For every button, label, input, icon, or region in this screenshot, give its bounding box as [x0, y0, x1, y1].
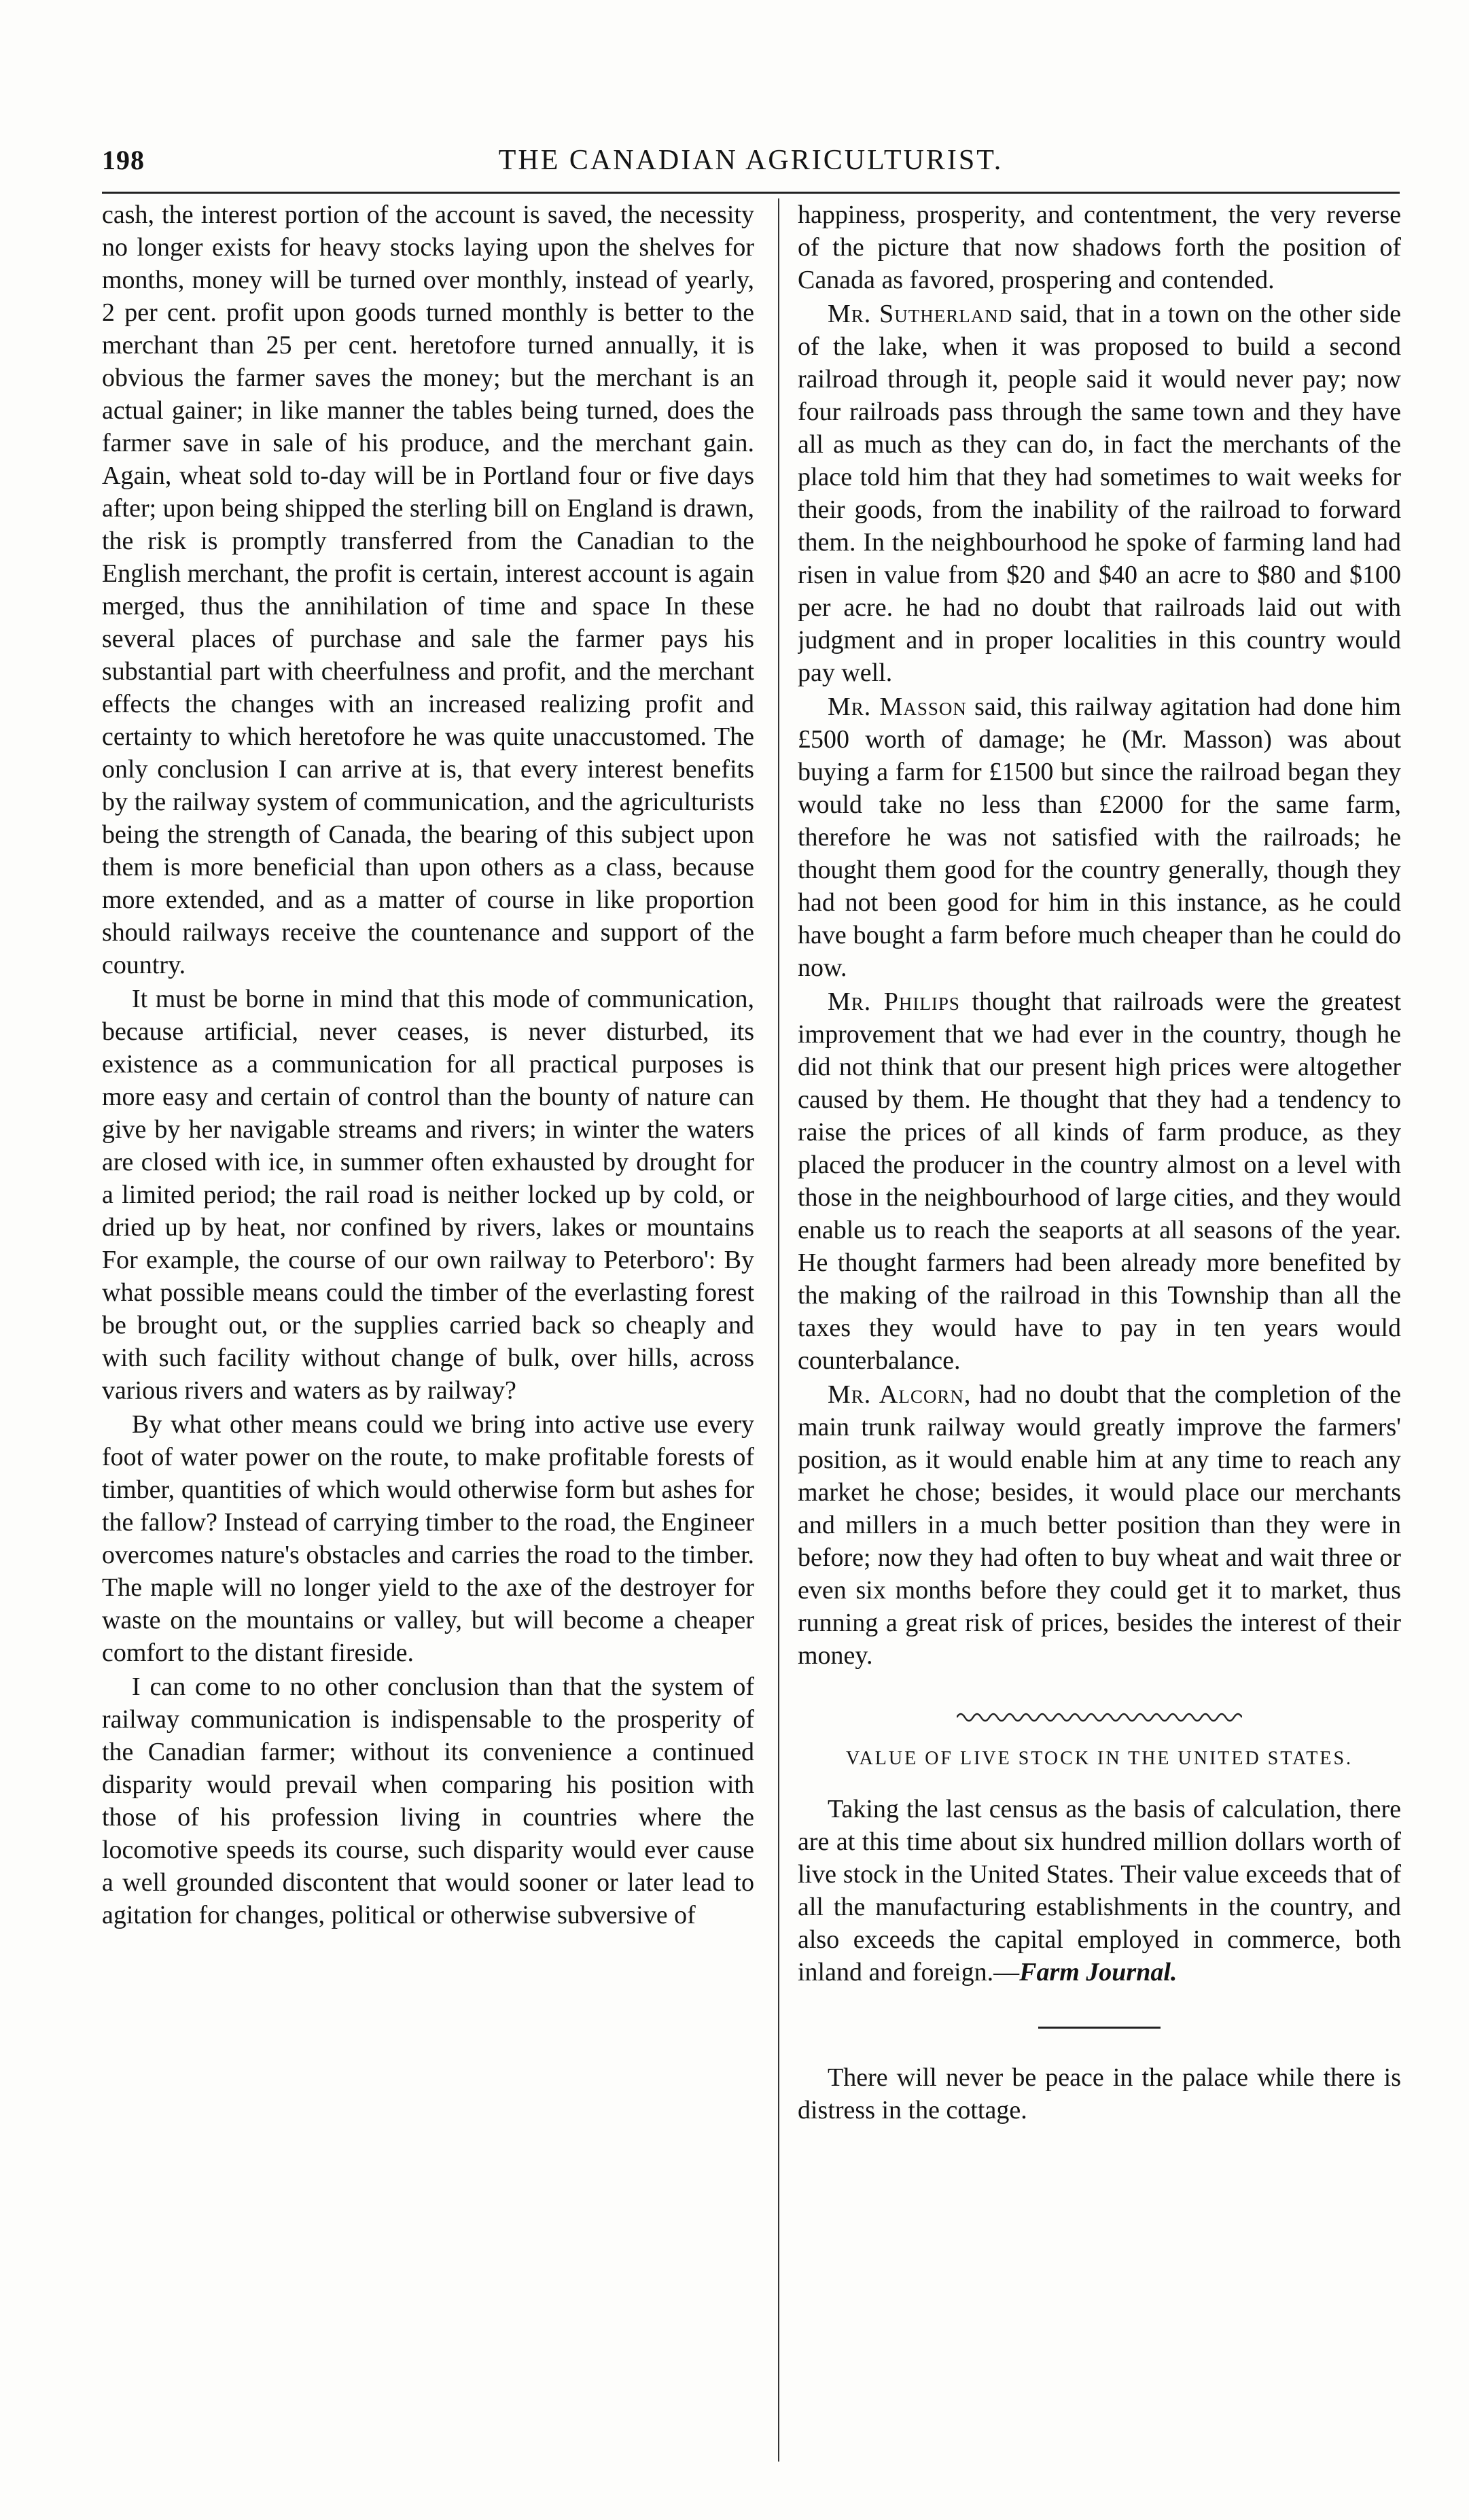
header-rule	[102, 192, 1400, 194]
speaker-paragraph	[798, 1378, 1401, 1672]
closing-maxim: There will never be peace in the palace while there is distress in the cottage.	[798, 2063, 1401, 2124]
article-paragraph-continued: happiness, prosperity, and contentment, the very reverse of the picture that now shadows forth the position of Canada as favored, prospering and contended.	[798, 200, 1401, 294]
running-title: THE CANADIAN AGRICULTURIST.	[498, 145, 1004, 176]
article-paragraph: It must be borne in mind that this mode of communication, because artificial, never ceases, is never disturbed, its existence as a communication for all practical purposes is more easy and certain of control than the bounty of nature can give by her navigable streams and rivers; in winter the waters are closed with ice, in summer often exhausted by drought for a limited period; the rail road is neither locked up by cold, or dried up by heat, nor confined by rivers, lakes or mountains For example, the course of our own railway to Peterboro': By what possible means could the timber of the everlasting forest be brought out, or the supplies carried back so cheaply and with such facility without change of bulk, over hills, across various rivers and waters as by railway?	[102, 985, 754, 1405]
column-divider	[778, 198, 779, 2462]
page-number: 198	[102, 145, 145, 175]
speaker-name: Mr. Masson	[828, 693, 967, 721]
article-paragraph-continued: cash, the interest portion of the account is saved, the necessity no longer exists for heavy stocks laying upon the shelves for months, money will be turned over monthly, instead of yearly, 2 per cent. profit upon goods turned monthly is better to the merchant than 25 per cent. heretofore turned annually, it is obvious the farmer saves the money; but the merchant is an actual gainer; in like manner the tables being turned, does the farmer save in sale of his produce, and the merchant gain. Again, wheat sold to-day will be in Portland four or five days after; upon being shipped the sterling bill on England is drawn, the risk is promptly transferred from the Canadian to the English merchant, the profit is certain, interest account is again merged, thus the annihilation of time and space In these several places of purchase and sale the farmer pays his substantial part with cheerfulness and profit, and the merchant effects the changes with an increased realizing profit and certainty to which heretofore he was quite unaccustomed. The only conclusion I can arrive at is, that every interest benefits by the railway system of communication, and the agriculturists being the strength of Canada, the bearing of this subject upon them is more beneficial than upon others as a class, because more extended, and as a matter of course in like proportion should railways receive the countenance and support of the country.	[102, 200, 754, 979]
article-text: Taking the last census as the basis of calculation, there are at this time about six hundred million dollars worth of live stock in the United States. Their value exceeds that of all the manufacturing establishments in the country, and also exceeds the capital employed in commerce, both inland and foreign.—	[798, 1795, 1401, 1987]
speaker-name: Mr. Philips	[828, 987, 960, 1016]
wavy-ornament-divider	[957, 1709, 1242, 1726]
speaker-remarks: said, that in a town on the other side of the lake, when it was proposed to build a second railroad through it, people said it would never pay; now four railroads pass through the same town and they have all as much as they can do, in fact the merchants of the place told him that they had sometimes to wait weeks for their goods, from the inability of the railroad to forward them. In the neighbourhood he spoke of farming land had risen in value from $20 and $40 an acre to $80 and $100 per acre. he had no doubt that railroads laid out with judgment and in proper localities in this country would pay well.	[798, 300, 1401, 687]
right-column	[798, 198, 1401, 2462]
article-paragraph	[798, 1793, 1401, 1989]
speaker-paragraph	[798, 985, 1401, 1377]
speaker-paragraph	[798, 298, 1401, 689]
left-column	[102, 198, 754, 2462]
speaker-remarks: thought that railroads were the greatest improvement that we had ever in the country, though he did not think that our present high prices were altogether caused by them. He thought that they had a tendency to raise the prices of all kinds of farm produce, as they placed the producer in the country almost on a level with those in the neighbourhood of large cities, and they would enable us to reach the seaports at all seasons of the year. He thought farmers had been already more benefited by the making of the railroad in this Township than all the taxes they would have to pay in ten years would counterbalance.	[798, 987, 1401, 1375]
speaker-name: Mr. Alcorn	[828, 1380, 964, 1409]
speaker-remarks: said, this railway agitation had done him £500 worth of damage; he (Mr. Masson) was about buying a farm for £1500 but since the railroad began they would take no less than £2000 for the same farm, therefore he was not satisfied with the railroads; he thought them good for the country generally, though they had not been good for him in this instance, as he could have bought a farm before much cheaper than he could do now.	[798, 693, 1401, 982]
speaker-remarks: , had no doubt that the completion of the main trunk railway would greatly improve the farmers' position, as it would enable him at any time to reach any market he chose; besides, it would place our merchants and millers in a much better position than they were in before; now they had often to buy wheat and wait three or even six months before they could get it to market, thus running a great risk of prices, besides the interest of their money.	[798, 1380, 1401, 1670]
speaker-name: Mr. Sutherland	[828, 300, 1013, 328]
section-title: VALUE OF LIVE STOCK IN THE UNITED STATES.	[845, 1748, 1353, 1769]
speaker-paragraph	[798, 690, 1401, 984]
article-paragraph: I can come to no other conclusion than that the system of railway communication is indispensable to the prosperity of the Canadian farmer; without its convenience a continued disparity would prevail when comparing his position with those of his profession living in countries where the locomotive speeds its course, such disparity would ever cause a well grounded discontent that would sooner or later lead to agitation for changes, political or otherwise subversive of	[102, 1673, 754, 1929]
article-paragraph: By what other means could we bring into active use every foot of water power on the route, to make profitable forests of timber, quantities of which would otherwise form but ashes for the fallow? Instead of carrying timber to the road, the Engineer overcomes nature's obstacles and carries the road to the timber. The maple will no longer yield to the axe of the destroyer for waste on the mountains or valley, but will become a cheaper comfort to the distant fireside.	[102, 1410, 754, 1667]
source-citation: Farm Journal.	[1019, 1958, 1178, 1987]
page-header	[102, 144, 1400, 185]
short-rule-divider	[1038, 2027, 1161, 2029]
